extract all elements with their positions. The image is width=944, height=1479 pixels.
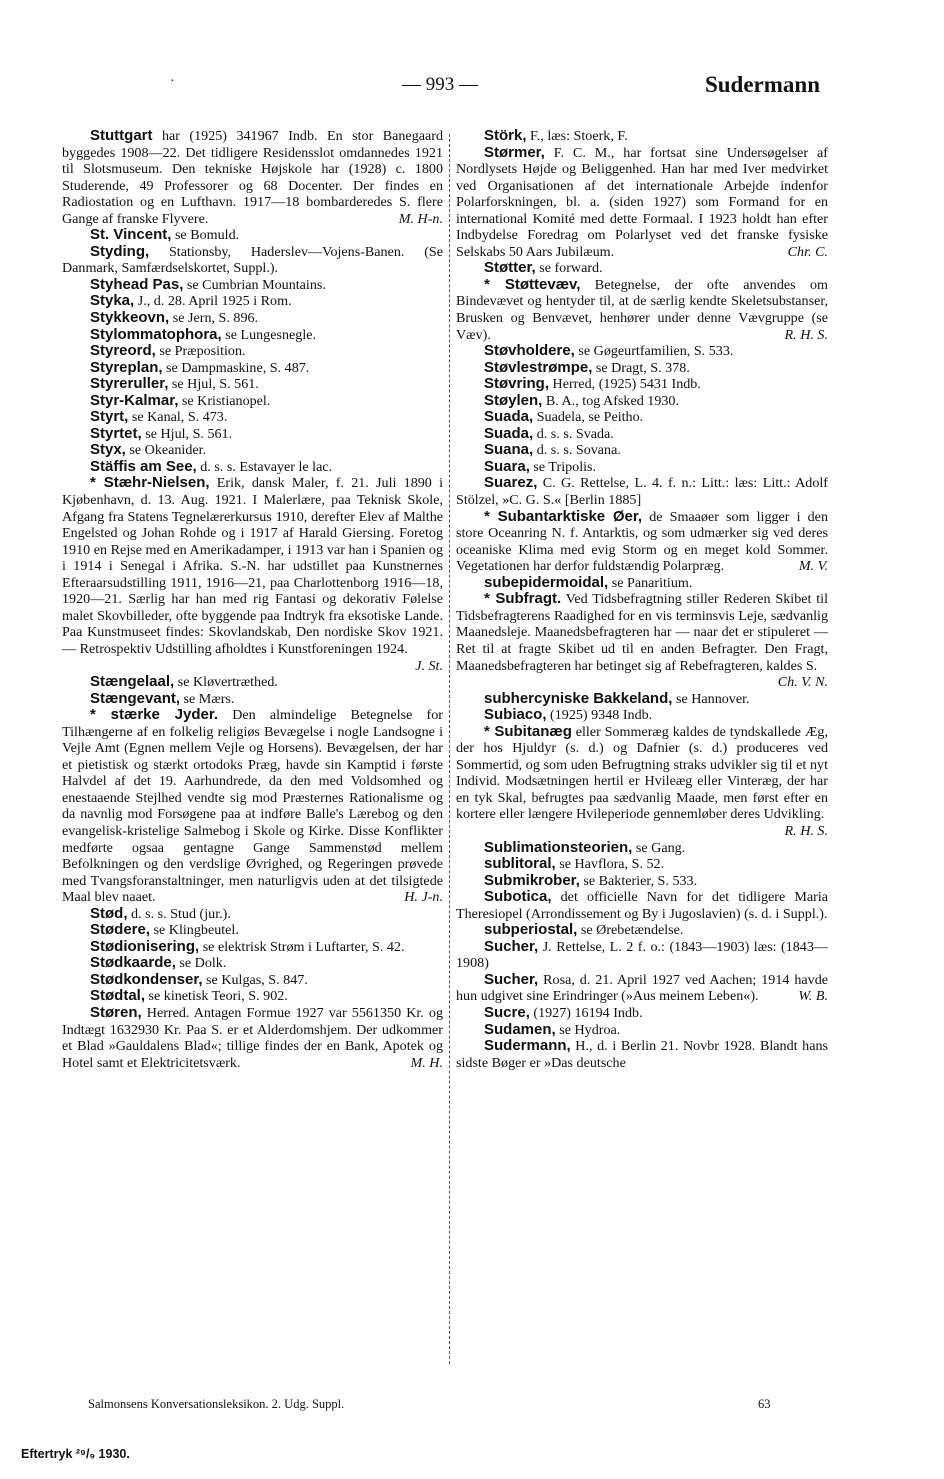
- entry-body: Betegnelse, der ofte anvendes om Bindevævet og hentyder til, at de særlig kendte Skeletsubstanser, Brusken og Benvævet, henhører under denne Vævgruppe (se Væv).: [456, 276, 828, 343]
- entry-headword: Støvholdere,: [484, 342, 575, 360]
- dictionary-entry: [456, 442, 828, 459]
- entry-body: d. s. s. Sovana.: [533, 442, 621, 459]
- entry-headword: * Subitanæg: [484, 722, 572, 740]
- entry-headword: Stødere,: [90, 921, 151, 939]
- entry-body: se Kulgas, S. 847.: [202, 971, 308, 988]
- dictionary-entry: [456, 856, 828, 873]
- entry-headword: Subotica,: [484, 888, 552, 906]
- entry-body: se Dampmaskine, S. 487.: [162, 359, 310, 376]
- entry-headword: Styreord,: [90, 342, 156, 360]
- entry-signature: M. V.: [798, 558, 828, 575]
- entry-signature: M. H.: [410, 1054, 443, 1071]
- entry-headword: Støtter,: [484, 259, 536, 277]
- entry-headword: Støvring,: [484, 375, 550, 393]
- entry-body: se Gøgeurtfamilien, S. 533.: [574, 343, 734, 360]
- entry-signature: Chr. C.: [787, 243, 828, 260]
- entry-body: d. s. s. Estavayer le lac.: [196, 458, 333, 475]
- entry-body: se Bakterier, S. 533.: [579, 872, 698, 889]
- right-column: [456, 128, 828, 1368]
- entry-headword: Subiaco,: [484, 706, 547, 724]
- entry-headword: Störk,: [484, 128, 527, 144]
- entry-body: d. s. s. Svada.: [533, 425, 614, 442]
- entry-body: B. A., tog Afsked 1930.: [542, 392, 679, 409]
- dictionary-entry: [62, 244, 443, 277]
- entry-headword: Støvlestrømpe,: [484, 358, 593, 376]
- entry-signature: W. B.: [798, 988, 828, 1005]
- entry-signature: H. J-n.: [404, 889, 443, 906]
- entry-headword: * Stæhr-Nielsen,: [90, 474, 210, 492]
- entry-headword: Stængelaal,: [90, 673, 175, 691]
- entry-body: Ved Tidsbefragtning stiller Rederen Skibet til Tidsbefragterens Raadighed for en vis terminsvis Leje, sædvanlig Maanedsleje. Maanedsbefragteren har — naar det er stipuleret — Ret til at fragte Skibet ud til en anden Befragter. Den Fragt, Maanedsbefragteren har betinget sig af Rebefragteren, kaldes S.: [456, 591, 828, 674]
- entry-headword: Suarez,: [484, 474, 538, 492]
- entry-headword: subhercyniske Bakkeland,: [484, 689, 673, 707]
- entry-body: Herred. Antagen Formue 1927 var 5561350 Kr. og Indtægt 1632930 Kr. Paa S. er et Alderdomshjem. Der udkommer et Blad »Gauldalens Blad«; tillige findes der en Bank, Apotek og Hotel samt et Elektricitetsværk.: [62, 1004, 443, 1071]
- entry-headword: Styreplan,: [90, 358, 163, 376]
- dictionary-entry: [456, 575, 828, 592]
- dictionary-entry: [62, 128, 443, 227]
- entry-body: se Kløvertræthed.: [174, 674, 278, 691]
- header-dot: ·: [170, 74, 175, 89]
- entry-headword: Stængevant,: [90, 689, 181, 707]
- entry-headword: Stykkeovn,: [90, 309, 170, 327]
- entry-body: se Hydroa.: [555, 1021, 621, 1038]
- dictionary-entry: [456, 509, 828, 575]
- dictionary-entry: [456, 145, 828, 261]
- entry-headword: Stød,: [90, 904, 128, 922]
- dictionary-entry: [456, 459, 828, 476]
- entry-body: H., d. i Berlin 21. Novbr 1928. Blandt hans sidste Bøger er »Das deutsche: [456, 1038, 828, 1071]
- dictionary-entry: [62, 922, 443, 939]
- page-number: — 993 —: [402, 74, 478, 95]
- column-divider: [449, 134, 450, 1364]
- left-column: [62, 128, 443, 1368]
- running-title: Sudermann: [704, 72, 820, 97]
- entry-body: se kinetisk Teori, S. 902.: [145, 988, 288, 1005]
- dictionary-entry: [456, 972, 828, 1005]
- dictionary-entry: [456, 840, 828, 857]
- entry-headword: Submikrober,: [484, 871, 580, 889]
- dictionary-entry: [62, 972, 443, 989]
- entry-headword: Suada,: [484, 408, 534, 426]
- entry-headword: * Støttevæv,: [484, 275, 581, 293]
- entry-body: se forward.: [535, 260, 603, 277]
- entry-body: har (1925) 341967 Indb. En stor Banegaard byggedes 1908—22. Det tidligere Residensslot omdannedes 1921 til Slotsmuseum. Den tekniske Højskole har (1928) c. 1800 Studerende, 49 Professorer og 68 Docenter. Der findes en Radiostation og en Lufthavn. 1917—18 bombarderedes S. flere Gange af franske Flyvere.: [62, 128, 443, 227]
- dictionary-entry: [456, 1038, 828, 1071]
- dictionary-entry: [456, 426, 828, 443]
- entry-headword: * Subantarktiske Øer,: [484, 507, 643, 525]
- entry-body: Herred, (1925) 5431 Indb.: [549, 376, 701, 393]
- entry-body: se Panaritium.: [608, 574, 693, 591]
- entry-body: J., d. 28. April 1925 i Rom.: [134, 293, 292, 310]
- dictionary-entry: [456, 873, 828, 890]
- entry-body: det officielle Navn for det tidligere Maria Theresiopel (Arrondissement og By i Jugoslavien) (s. d. i Suppl.).: [456, 889, 828, 922]
- dictionary-entry: [62, 442, 443, 459]
- entry-headword: Suada,: [484, 424, 534, 442]
- entry-headword: * stærke Jyder.: [90, 706, 219, 724]
- entry-body: se Hjul, S. 561.: [141, 425, 233, 442]
- entry-signature: J. St.: [415, 657, 443, 674]
- entry-body: se Cumbrian Mountains.: [183, 276, 326, 293]
- entry-headword: Styx,: [90, 441, 126, 459]
- entry-body: Suadela, se Peitho.: [533, 409, 644, 426]
- entry-body: se Ørebetændelse.: [577, 922, 684, 939]
- dictionary-entry: [62, 277, 443, 294]
- dictionary-entry: [456, 939, 828, 972]
- entry-signature: Ch. V. N.: [777, 674, 828, 691]
- entry-body: se Kristianopel.: [178, 392, 271, 409]
- entry-headword: Suana,: [484, 441, 534, 459]
- dictionary-entry: [456, 376, 828, 393]
- dictionary-entry: [62, 988, 443, 1005]
- dictionary-entry: [62, 343, 443, 360]
- entry-body: se Tripolis.: [529, 458, 597, 475]
- entry-body: se Bomuld.: [171, 227, 240, 244]
- dictionary-entry: [456, 1022, 828, 1039]
- entry-body: se Hjul, S. 561.: [168, 376, 259, 393]
- publication-footer: Salmonsens Konversationsleksikon. 2. Udg. Suppl.: [88, 1397, 345, 1411]
- entry-body: se Gang.: [632, 839, 686, 856]
- entry-body: Den almindelige Betegnelse for Tilhængerne af en folkelig religiøs Bevægelse i nogle Landsogne i Vejle Amt (Egnen mellem Vejle og Horsens). Bevægelsen, der har et pietistisk og stærkt ortodoks Præg, havde sin Kamptid i første Halvdel af det 19. Aarhundrede, da den med Voldsomhed og enestaaende Stejlhed vendte sig mod Præsternes Rationalisme og da navnlig mod Forsøgene paa at indføre Balle's Lærebog og den evangelisk-kristelige Salmebog i Skole og Kirke. Disse Konflikter medførte ogsaa gentagne Gange Sammenstød mellem Befolkningen og den verdslige Øvrighed, og Regeringen prøvede med Tvangsforanstaltninger, men naturligvis uden at det tilsigtede Maal blev naaet.: [62, 707, 443, 906]
- dictionary-entry: [62, 426, 443, 443]
- entry-headword: Sudamen,: [484, 1020, 556, 1038]
- dictionary-entry: [456, 393, 828, 410]
- dictionary-entry: [456, 475, 828, 508]
- entry-headword: Stødionisering,: [90, 937, 200, 955]
- entry-body: se Hannover.: [672, 690, 750, 707]
- entry-body: de Smaaøer som ligger i den store Oceanring N. f. Antarktis, og som udmærker sig ved deres oceaniske Klima med evig Storm og en meget kold Sommer. Vegetationen har derfor fuldstændig Polarpræg.: [456, 508, 828, 575]
- entry-body: (1925) 9348 Indb.: [546, 707, 653, 724]
- entry-headword: Sucher,: [484, 970, 539, 988]
- entry-headword: Sucher,: [484, 937, 539, 955]
- entry-headword: Stødtal,: [90, 987, 145, 1005]
- entry-body: se Okeanider.: [125, 442, 207, 459]
- dictionary-entry: [456, 343, 828, 360]
- entry-body: d. s. s. Stud (jur.).: [127, 905, 231, 922]
- entry-body: J. Rettelse, L. 2 f. o.: (1843—1903) læs: (1843—1908): [456, 938, 828, 972]
- entry-headword: Størmer,: [484, 143, 545, 161]
- entry-signature: M. H-n.: [398, 210, 443, 227]
- dictionary-entry: [62, 707, 443, 906]
- entry-body: se Præposition.: [155, 343, 246, 360]
- dictionary-entry: [62, 459, 443, 476]
- dictionary-entry: [456, 1005, 828, 1022]
- dictionary-entry: [62, 360, 443, 377]
- entry-headword: Sudermann,: [484, 1037, 571, 1055]
- entry-body: se Kanal, S. 473.: [128, 409, 228, 426]
- dictionary-entry: [456, 360, 828, 377]
- dictionary-entry: [62, 475, 443, 674]
- dictionary-entry: [456, 409, 828, 426]
- entry-body: se Havflora, S. 52.: [555, 856, 665, 873]
- entry-headword: Styrt,: [90, 408, 129, 426]
- dictionary-entry: [456, 889, 828, 922]
- dictionary-entry: [62, 691, 443, 708]
- entry-headword: Styka,: [90, 292, 135, 310]
- entry-body: se elektrisk Strøm i Luftarter, S. 42.: [199, 938, 405, 955]
- entry-body: se Dragt, S. 378.: [592, 359, 690, 376]
- entry-body: Rosa, d. 21. April 1927 ved Aachen; 1914 havde hun udgivet sine Erindringer (»Aus meinem Leben«).: [456, 971, 828, 1005]
- dictionary-entry: [456, 707, 828, 724]
- dictionary-entry: [62, 376, 443, 393]
- entry-headword: Stylommatophora,: [90, 325, 222, 343]
- reprint-note: Eftertryk ²⁹/₉ 1930.: [21, 1447, 130, 1461]
- entry-headword: St. Vincent,: [90, 226, 172, 244]
- entry-headword: Stødkaarde,: [90, 954, 176, 972]
- entry-body: F., læs: Stoerk, F.: [526, 128, 628, 144]
- entry-headword: Styr-Kalmar,: [90, 391, 179, 409]
- entry-body: Stationsby, Haderslev—Vojens-Banen. (Se Danmark, Samfærdselskortet, Suppl.).: [62, 243, 443, 277]
- entry-headword: * Subfragt.: [484, 590, 562, 608]
- dictionary-entry: [456, 724, 828, 840]
- dictionary-entry: [456, 922, 828, 939]
- entry-headword: Sublimationsteorien,: [484, 838, 633, 856]
- entry-headword: Støylen,: [484, 391, 543, 409]
- dictionary-entry: [456, 260, 828, 277]
- entry-headword: Suara,: [484, 457, 530, 475]
- dictionary-entry: [62, 327, 443, 344]
- dictionary-entry: [62, 293, 443, 310]
- entry-headword: subepidermoidal,: [484, 573, 609, 591]
- entry-signature: R. H. S.: [784, 822, 828, 839]
- page-header: [60, 72, 820, 108]
- entry-headword: Styreruller,: [90, 375, 169, 393]
- dictionary-entry: [456, 591, 828, 690]
- entry-body: F. C. M., har fortsat sine Undersøgelser af Nordlysets Højde og Beliggenhed. Han har med Iver medvirket ved Organisationen af det internationale Arbejde indenfor Polarforskningen, bl. a. (siden 1927) som Formand for en international Komité med dette Formaal. I 1923 holdt han efter Indbydelse Foredrag om Polarlyset ved det franske fysiske Selskabs 50 Aars Jubilæum.: [456, 144, 828, 260]
- dictionary-entry: [456, 277, 828, 343]
- dictionary-entry: [62, 955, 443, 972]
- dictionary-entry: [62, 409, 443, 426]
- entry-headword: Styrtet,: [90, 424, 142, 442]
- dictionary-entry: [62, 674, 443, 691]
- dictionary-entry: [62, 310, 443, 327]
- dictionary-entry: [62, 227, 443, 244]
- entry-headword: Sucre,: [484, 1003, 530, 1021]
- entry-headword: Stødkondenser,: [90, 970, 203, 988]
- entry-body: se Klingbeutel.: [150, 922, 239, 939]
- entry-body: eller Sommeræg kaldes de tyndskallede Æg, der hos Hjuldyr (s. d.) og Dafnier (s. d.) produceres ved Sommertid, og som uden Befrugtning straks udvikler sig til et nyt Individ. Modsætningen hertil er Hvileæg eller Vinteræg, der har en tyk Skal, befrugtes paa sædvanlig Maade, men først efter en kortere eller længere Hvileperiode gennemløber deres Udvikling.: [456, 723, 828, 823]
- entry-body: se Jern, S. 896.: [169, 310, 259, 327]
- entry-headword: Styhead Pas,: [90, 275, 184, 293]
- entry-body: Erik, dansk Maler, f. 21. Juli 1890 i Kjøbenhavn, d. 13. Aug. 1921. I Malerlære, paa Teknisk Skole, Afgang fra Statens Tegnelærerkursus 1910, derefter Elev af Malthe Engelsted og Johan Rohde og i 1917 af Harald Giersing. Foretog 1910 en Rejse med en Amerikadamper, i 1913 var han i Spanien og i 1914 i Senegal i Afrika. S.-N. har udstillet paa Kunstnernes Efteraarsudstilling 1911, 1916—21, paa Charlottenborg 1916—18, 1920—21. Særlig har han med rig Fantasi og dekorativ Følelse malet Skovbilleder, ofte byggende paa Indtryk fra eksotiske Lande. Paa Kunstmuseet findes: Skovlandskab, Den nordiske Skov 1921. — Retrospektiv Udstilling afholdtes i Kunstforeningen 1924.: [62, 475, 443, 657]
- dictionary-entry: [62, 1005, 443, 1071]
- sheet-number: 63: [758, 1397, 771, 1411]
- entry-body: se Dolk.: [175, 955, 227, 972]
- entry-body: (1927) 16194 Indb.: [529, 1004, 643, 1021]
- entry-headword: sublitoral,: [484, 855, 556, 873]
- dictionary-entry: [62, 906, 443, 923]
- entry-body: se Mærs.: [180, 690, 235, 707]
- entry-headword: Støren,: [90, 1003, 142, 1021]
- entry-body: C. G. Rettelse, L. 4. f. n.: Litt.: læs: Litt.: Adolf Stölzel, »C. G. S.« [Berlin 1885]: [456, 475, 828, 509]
- entry-body: se Lungesnegle.: [221, 326, 317, 343]
- dictionary-entry: [62, 393, 443, 410]
- dictionary-entry: [456, 128, 828, 145]
- dictionary-entry: [62, 939, 443, 956]
- entry-headword: subperiostal,: [484, 921, 578, 939]
- entry-headword: Stuttgart: [90, 128, 153, 144]
- dictionary-entry: [456, 691, 828, 708]
- entry-headword: Styding,: [90, 242, 150, 260]
- entry-signature: R. H. S.: [784, 326, 828, 343]
- entry-headword: Stäffis am See,: [90, 457, 197, 475]
